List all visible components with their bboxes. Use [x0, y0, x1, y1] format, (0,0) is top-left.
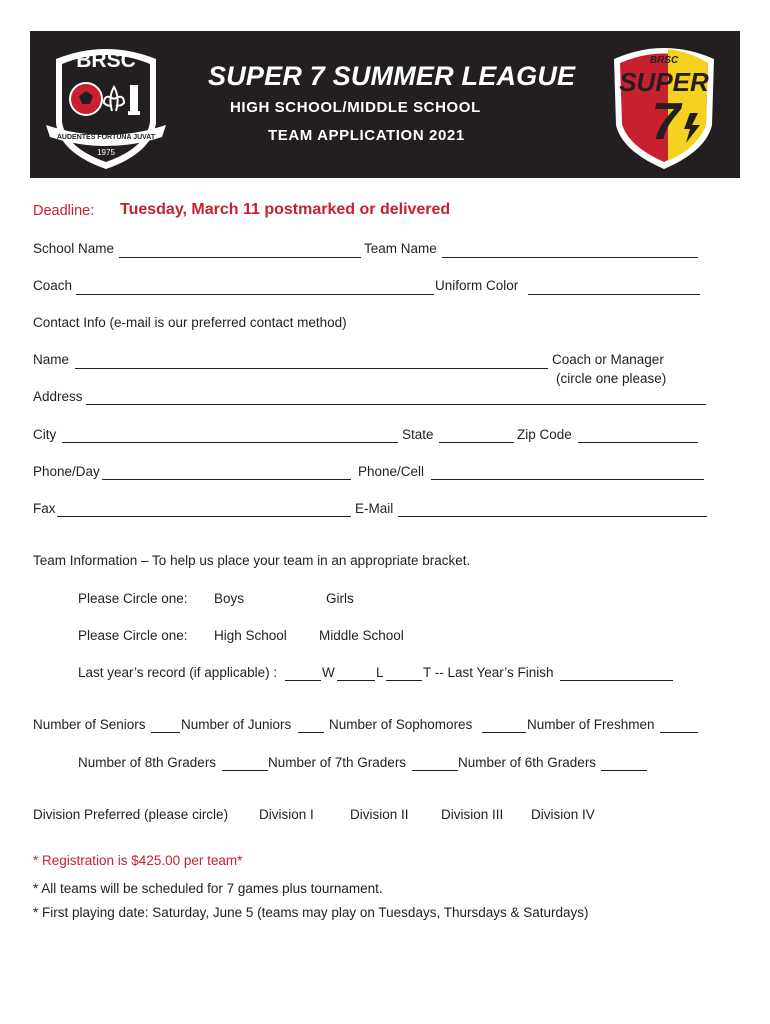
- page-title: SUPER 7 SUMMER LEAGUE: [208, 61, 576, 91]
- high-school-option[interactable]: High School: [214, 628, 287, 643]
- school-name-field[interactable]: [119, 257, 361, 258]
- juniors-field[interactable]: [298, 732, 324, 733]
- phone-day-label: Phone/Day: [33, 464, 100, 479]
- deadline-value: Tuesday, March 11 postmarked or delivered: [120, 201, 451, 218]
- uniform-color-field[interactable]: [528, 294, 700, 295]
- sophomores-field[interactable]: [482, 732, 526, 733]
- zip-field[interactable]: [578, 442, 698, 443]
- sixth-graders-label: Number of 6th Graders: [458, 755, 597, 770]
- coach-label: Coach: [33, 278, 73, 293]
- subtitle-school-level: HIGH SCHOOL/MIDDLE SCHOOL: [230, 99, 481, 116]
- super7-badge-word: SUPER: [619, 67, 709, 97]
- fax-field[interactable]: [57, 516, 351, 517]
- division-option[interactable]: Division II: [350, 807, 409, 822]
- city-label: City: [33, 427, 57, 442]
- wins-field[interactable]: [285, 680, 321, 681]
- circle-one-note: (circle one please): [556, 371, 667, 386]
- super7-badge-number: 7: [651, 93, 681, 151]
- contact-info-heading: Contact Info (e-mail is our preferred contact method): [33, 315, 347, 330]
- school-name-label: School Name: [33, 241, 115, 256]
- first-date-note: * First playing date: Saturday, June 5 (teams may play on Tuesdays, Thursdays & Saturdays): [33, 905, 589, 920]
- header-banner: [30, 31, 740, 178]
- zip-label: Zip Code: [517, 427, 572, 442]
- address-label: Address: [33, 389, 83, 404]
- team-name-field[interactable]: [442, 257, 698, 258]
- brsc-crest-motto: AUDENTES FORTUNA JUVAT: [56, 134, 156, 141]
- tower-icon: [130, 85, 138, 113]
- games-note: * All teams will be scheduled for 7 games plus tournament.: [33, 881, 383, 896]
- division-option[interactable]: Division III: [441, 807, 504, 822]
- sixth-graders-field[interactable]: [601, 770, 647, 771]
- middle-school-option[interactable]: Middle School: [319, 628, 404, 643]
- last-year-finish-field[interactable]: [560, 680, 673, 681]
- super7-badge-logo: [608, 39, 720, 171]
- team-info-heading: Team Information – To help us place your team in an appropriate bracket.: [33, 553, 471, 568]
- deadline-label: Deadline:: [33, 203, 95, 219]
- phone-cell-field[interactable]: [431, 479, 704, 480]
- address-field[interactable]: [86, 404, 706, 405]
- coach-or-manager-option[interactable]: Coach or Manager: [552, 352, 664, 367]
- super7-badge-top: BRSC: [649, 55, 679, 66]
- brsc-crest-letters: BRSC: [76, 49, 136, 72]
- seniors-label: Number of Seniors: [33, 717, 146, 732]
- freshmen-label: Number of Freshmen: [527, 717, 655, 732]
- city-field[interactable]: [62, 442, 398, 443]
- fax-label: Fax: [33, 501, 56, 516]
- team-name-label: Team Name: [364, 241, 437, 256]
- record-label: Last year’s record (if applicable) :: [78, 665, 278, 680]
- phone-day-field[interactable]: [102, 479, 351, 480]
- email-label: E-Mail: [355, 501, 394, 516]
- seniors-field[interactable]: [151, 732, 180, 733]
- juniors-label: Number of Juniors: [181, 717, 292, 732]
- brsc-crest-year: 1975: [97, 148, 115, 157]
- state-label: State: [402, 427, 434, 442]
- freshmen-field[interactable]: [660, 732, 698, 733]
- sophomores-label: Number of Sophomores: [329, 717, 473, 732]
- boys-option[interactable]: Boys: [214, 591, 245, 606]
- uniform-color-label: Uniform Color: [435, 278, 519, 293]
- email-field[interactable]: [398, 516, 707, 517]
- name-label: Name: [33, 352, 70, 367]
- subtitle-application: TEAM APPLICATION 2021: [268, 127, 465, 144]
- state-field[interactable]: [439, 442, 514, 443]
- seventh-graders-label: Number of 7th Graders: [268, 755, 407, 770]
- seventh-graders-field[interactable]: [412, 770, 458, 771]
- brsc-crest-logo: [42, 37, 170, 173]
- ties-field[interactable]: [386, 680, 422, 681]
- coach-field[interactable]: [76, 294, 434, 295]
- division-label: Division Preferred (please circle): [33, 807, 229, 822]
- name-field[interactable]: [75, 368, 548, 369]
- registration-fee-note: * Registration is $425.00 per team*: [33, 853, 243, 868]
- girls-option[interactable]: Girls: [326, 591, 354, 606]
- eighth-graders-field[interactable]: [222, 770, 268, 771]
- circle-gender-label: Please Circle one:: [78, 591, 188, 606]
- phone-cell-label: Phone/Cell: [358, 464, 425, 479]
- division-option[interactable]: Division I: [259, 807, 314, 822]
- ties-finish-label: T -- Last Year’s Finish: [423, 665, 554, 680]
- losses-field[interactable]: [337, 680, 375, 681]
- wins-label: W: [322, 665, 335, 680]
- division-option[interactable]: Division IV: [531, 807, 595, 822]
- eighth-graders-label: Number of 8th Graders: [78, 755, 217, 770]
- circle-school-label: Please Circle one:: [78, 628, 188, 643]
- losses-label: L: [376, 665, 384, 680]
